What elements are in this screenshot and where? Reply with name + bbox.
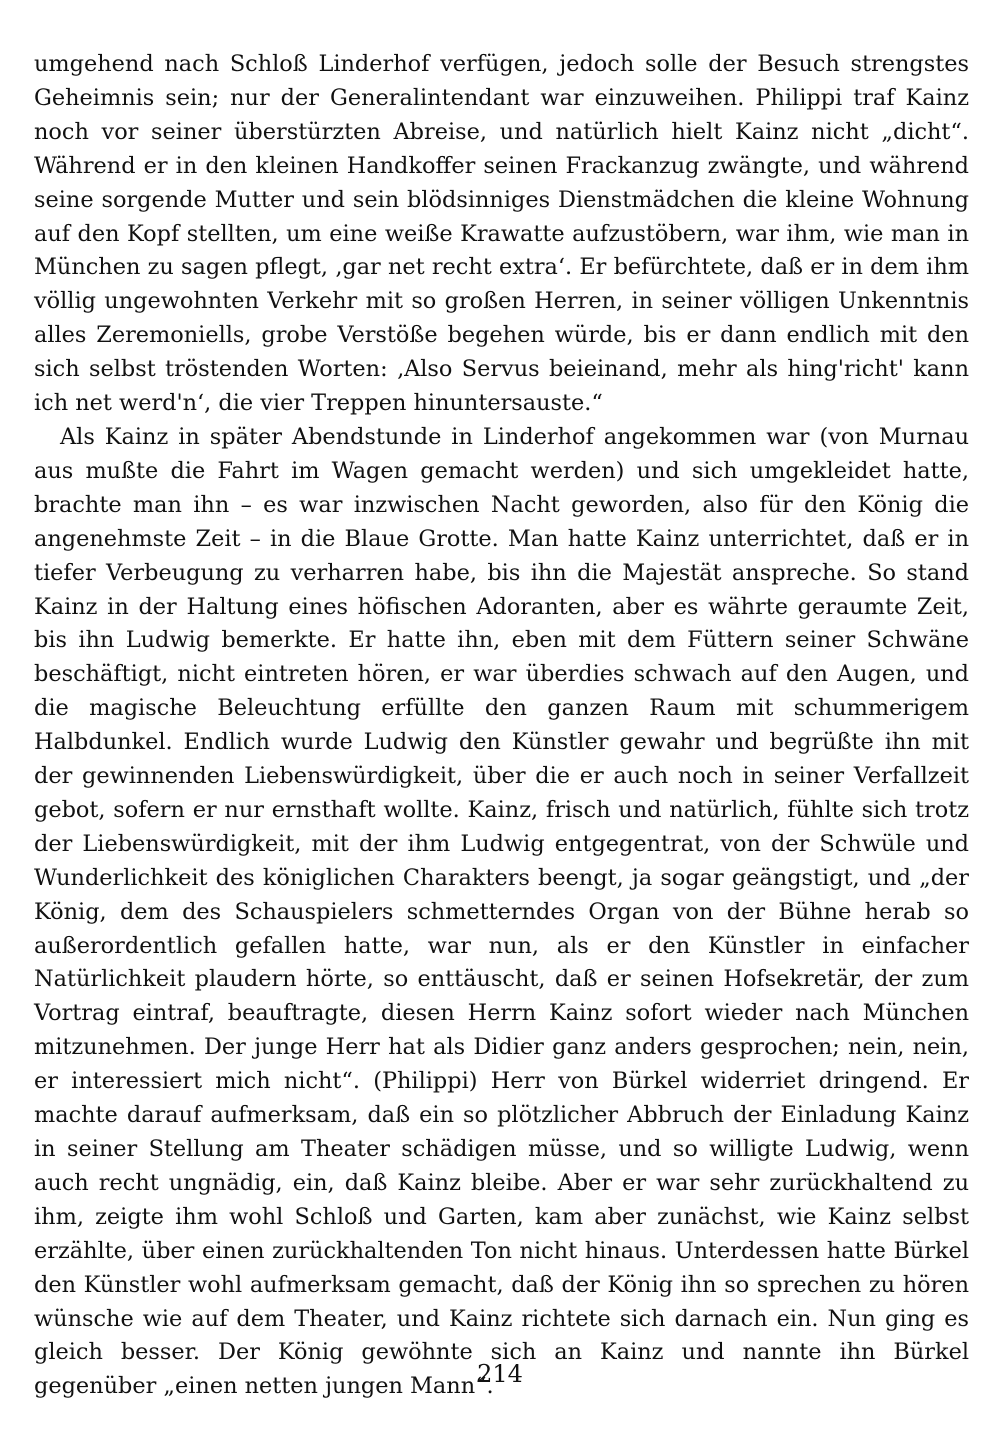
paragraph-continuation: umgehend nach Schloß Linderhof verfügen, jedoch solle der Besuch strengstes Geheimnis sein; nur der Generalintendant war einzuweihen. Philippi traf Kainz noch vor seiner überstürzten Abreise, und natürlich hielt Kainz nicht „dicht“. Während er in den kleinen Handkoffer seinen Frackanzug zwängte, und während seine sorgende Mutter und sein blödsinniges Dienstmädchen die kleine Wohnung auf den Kopf stellten, um eine weiße Krawatte aufzustöbern, war ihm, wie man in München zu sagen pflegt, ‚gar net recht extra‘. Er befürchtete, daß er in dem ihm völlig ungewohnten Verkehr mit so großen Herren, in seiner völligen Unkenntnis alles Zeremoniells, grobe Verstöße begehen würde, bis er dann endlich mit den sich selbst tröstenden Worten: ‚Also Servus beieinand, mehr als hing'richt' kann ich net werd'n‘, die vier Treppen hinuntersauste.“ [34, 51, 969, 417]
page-number: 214 [477, 1360, 523, 1388]
paragraph-kainz-in-linderhof: Als Kainz in später Abendstunde in Linderhof angekommen war (von Murnau aus mußte die Fahrt im Wagen gemacht werden) und sich umgekleidet hatte, brachte man ihn – es war inzwischen Nacht geworden, also für den König die angenehmste Zeit – in die Blaue Grotte. Man hatte Kainz unterrichtet, daß er in tiefer Verbeugung zu verharren habe, bis ihn die Majestät anspreche. So stand Kainz in der Haltung eines höfischen Adoranten, aber es währte geraumte Zeit, bis ihn Ludwig bemerkte. Er hatte ihn, eben mit dem Füttern seiner Schwäne beschäftigt, nicht eintreten hören, er war überdies schwach auf den Augen, und die magische Beleuchtung erfüllte den ganzen Raum mit schummerigem Halbdunkel. Endlich wurde Ludwig den Künstler gewahr und begrüßte ihn mit der gewinnenden Liebenswürdigkeit, über die er auch noch in seiner Verfallzeit gebot, sofern er nur ernsthaft wollte. Kainz, frisch und natürlich, fühlte sich trotz der Liebenswürdigkeit, mit der ihm Ludwig entgegentrat, von der Schwüle und Wunderlichkeit des königlichen Charakters beengt, ja sogar geängstigt, und „der König, dem des Schauspielers schmetterndes Organ von der Bühne herab so außerordentlich gefallen hatte, war nun, als er den Künstler in einfacher Natürlichkeit plaudern hörte, so enttäuscht, daß er seinen Hofsekretär, der zum Vortrag eintraf, beauftragte, diesen Herrn Kainz sofort wieder nach München mitzunehmen. Der junge Herr hat als Didier ganz anders gesprochen; nein, nein, er interessiert mich nicht“. (Philippi) Herr von Bürkel widerriet dringend. Er machte darauf aufmerksam, daß ein so plötzlicher Abbruch der Einladung Kainz in seiner Stellung am Theater schädigen müsse, und so willigte Ludwig, wenn auch recht ungnädig, ein, daß Kainz bleibe. Aber er war sehr zurückhaltend zu ihm, zeigte ihm wohl Schloß und Garten, kam aber zunächst, wie Kainz selbst erzählte, über einen zurückhaltenden Ton nicht hinaus. Unterdessen hatte Bürkel den Künstler wohl aufmerksam gemacht, daß der König ihn so sprechen zu hören wünsche wie auf dem Theater, und Kainz richtete sich darnach ein. Nun ging es gleich besser. Der König gewöhnte sich an Kainz und nannte ihn Bürkel gegenüber „einen netten jungen Mann“. [34, 423, 969, 1400]
page-body [34, 48, 969, 1404]
